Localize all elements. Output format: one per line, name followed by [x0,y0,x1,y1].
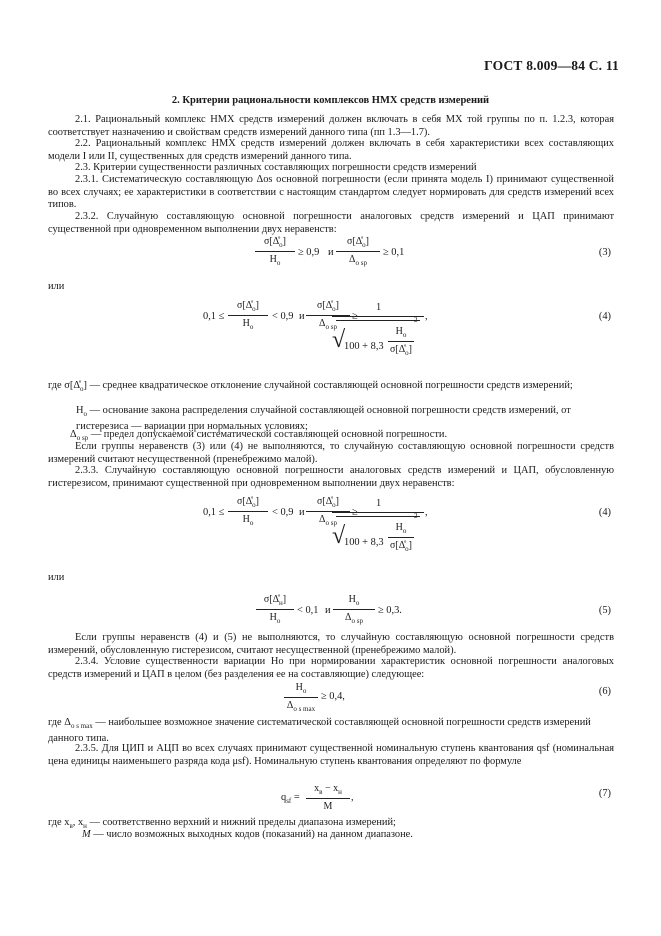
eq6-frac: $H_o$ $\Delta_{o s max}$ [284,682,318,713]
where3-label: где [48,817,62,828]
where3-x: где $x_в$, $x_н$ — соответственно верхний и нижний пределы диапазона измерений; [48,817,396,831]
eq5-frac-2: $H_o$ $\Delta_{o sp}$ [333,594,375,625]
eq4-power: 2 [414,316,418,324]
section-title: 2. Критерии рациональности комплексов НМХ средств измерений [171,95,490,106]
eq4b-geq: ≥ [352,507,358,518]
eq4b-comma: , [425,507,428,518]
eq5-lt: < 0,1 [297,605,319,616]
where2-text: — наибольшее возможное значение систематической составляющей основной погрешности средств измерений данного типа. [48,717,591,744]
where-label: где [48,380,62,391]
where1-sigma-text: — среднее квадратическое отклонение случайной составляющей основной погрешности средств измерений; [89,380,573,391]
paragraph-2-3-5: 2.3.5. Для ЦИП и АЦП во всех случаях принимают существенной номинальную ступень квантования qsf (номинальная цена единицы наименьшего разряда кода μsf). Номинальную ступень квантования определяют по формуле [48,743,614,767]
eq3-and: и [328,247,334,258]
eq4b-frac-1: $\sigma[\Deltå_o]$ $H_o$ [228,496,268,527]
eq4b-power: 2 [414,512,418,520]
paragraph-2-3-1: 2.3.1. Систематическую составляющую Δos основной погрешности (если принята модель I) принимают существенной во всех случаях; ее характеристики в соответствии с настоящим стандартом следует нормировать для средств измерений всех типов. [48,174,614,210]
eq4-lt: < 0,9 [272,311,294,322]
eq3-number: (3) [598,247,611,258]
where1-sigma: где $\sigma[\Deltå_o]$ — среднее квадратическое отклонение случайной составляющей основной погрешности средств измерений; [48,380,573,394]
eq7-comma: , [351,792,354,803]
eq4-frac-2: $\sigma[\Deltå_o]$ $\Delta_{o sp}$ [306,300,350,331]
eq4-main-line [332,316,424,317]
where2-label: где [48,717,62,728]
eq6-ge: ≥ 0,4, [321,691,345,702]
where3-M-text: — число возможных выходных кодов (показаний) на данном диапазоне. [93,829,413,840]
eq4b-sqrt-sign: √ [332,523,346,549]
eq5-and: и [325,605,331,616]
where1-H-text: — основание закона распределения случайной составляющей основной погрешности средств измерений, от гистерезиса — вариации при нормальных условиях; [76,405,571,432]
paragraph-2-1: 2.1. Рациональный комплекс НМХ средств измерений должен включать в себя МХ той группы по п. 1.2.3, которая соответствует назначению и свойствам средств измерений данного типа (пп 1.3—1.7). [48,114,614,138]
paragraph-if-1: Если группы неравенств (3) или (4) не выполняются, то случайную составляющую основной погрешности средств измерений считают несущественной (пренебрежимо малой). [48,441,614,465]
or-2: или [48,572,65,583]
where3-x-text: — соответственно верхний и нижний пределы диапазона измерений; [89,817,396,828]
where1-D-text: — предел допускаемой систематической составляющей основной погрешности. [90,429,448,440]
paragraph-2-3-3: 2.3.3. Случайную составляющую основной погрешности аналоговых средств измерений и ЦАП, обусловленную гистерезисом, принимают существенной при одновременном выполнении двух неравенств: [48,465,614,489]
eq7-frac: $x_в - x_н$ M [306,783,350,812]
eq4b-main-line [332,512,424,513]
paragraph-2-3-4: 2.3.4. Условие существенности вариации Ho при нормировании характеристик основной погрешности аналоговых средств измерений и ЦАП в целом (без разделения ее на составляющие) следующее: [48,656,614,680]
eq4b-inner-frac: $H_o$ $\sigma[\Deltå_o]$ [390,522,412,553]
eq7-lhs: $q_{sf}$ = [281,792,300,806]
eq4b-one: 1 [376,498,382,509]
eq5-ge: ≥ 0,3. [378,605,402,616]
eq6-number: (6) [598,686,611,697]
where2: где $\Delta_{o s max}$ — наибольшее возможное значение систематической составляющей основной погрешности средств измерений данного типа. [48,717,591,744]
where3-M-symbol: M [82,829,91,840]
eq4-inner-frac: $H_o$ $\sigma[\Deltå_o]$ [390,326,412,357]
eq4b-sum: 100 + 8,3 [344,537,384,548]
eq4-sum: 100 + 8,3 [344,341,384,352]
eq3-frac-1: $\sigma[\Deltå_o]$ $H_o$ [255,236,295,267]
eq5-number: (5) [598,605,611,616]
page-header: ГОСТ 8.009—84 С. 11 [484,58,619,73]
or-1: или [48,281,65,292]
eq4-and: и [299,311,305,322]
eq5-frac-1: $\sigma[\Deltå_н]$ $H_o$ [256,594,294,625]
eq3-frac-2: $\sigma[\Deltå_o]$ $\Delta_{o sp}$ [336,236,380,267]
where1-D: $\Delta_{o sp}$ — предел допускаемой систематической составляющей основной погрешности. [70,429,448,443]
eq4-one: 1 [376,302,382,313]
eq4-lead: 0,1 ≤ [203,311,225,322]
where1-H: $H_o$ — основание закона распределения случайной составляющей основной погрешности средств измерений, от гистерезиса — вариации при нормальных условиях; [76,405,571,432]
paragraph-2-3: 2.3. Критерии существенности различных составляющих погрешности средств измерений [75,162,477,173]
eq4b-and: и [299,507,305,518]
paragraph-if-2: Если группы неравенств (4) и (5) не выполняются, то случайную составляющую основной погрешности средств измерений, обусловленную гистерезисом, считают несущественной (пренебрежимо малой). [48,632,614,656]
eq4-geq: ≥ [352,311,358,322]
eq3-ineq-2: ≥ 0,1 [383,247,405,258]
eq4-number: (4) [598,311,611,322]
where3-M [82,829,614,842]
eq4b-lt: < 0,9 [272,507,294,518]
eq3-ineq-1: ≥ 0,9 [298,247,320,258]
eq4-comma: , [425,311,428,322]
paragraph-2-2: 2.2. Рациональный комплекс НМХ средств измерений должен включать в себя характеристики всех составляющих модели I или II, существенных для средств измерений данного типа. [48,138,614,162]
paragraph-2-3-2: 2.3.2. Случайную составляющую основной погрешности аналоговых средств измерений и ЦАП принимают существенной при одновременном выполнении двух неравенств: [48,211,614,235]
eq7-number: (7) [598,788,611,799]
eq4b-frac-2: $\sigma[\Deltå_o]$ $\Delta_{o sp}$ [306,496,350,527]
eq4-sqrt-bar [336,320,420,321]
eq4-sqrt-sign: √ [332,327,346,353]
eq4b-number: (4) [598,507,611,518]
eq4b-sqrt-bar [336,516,420,517]
eq4-frac-1: $\sigma[\Deltå_o]$ $H_o$ [228,300,268,331]
eq4b-lead: 0,1 ≤ [203,507,225,518]
